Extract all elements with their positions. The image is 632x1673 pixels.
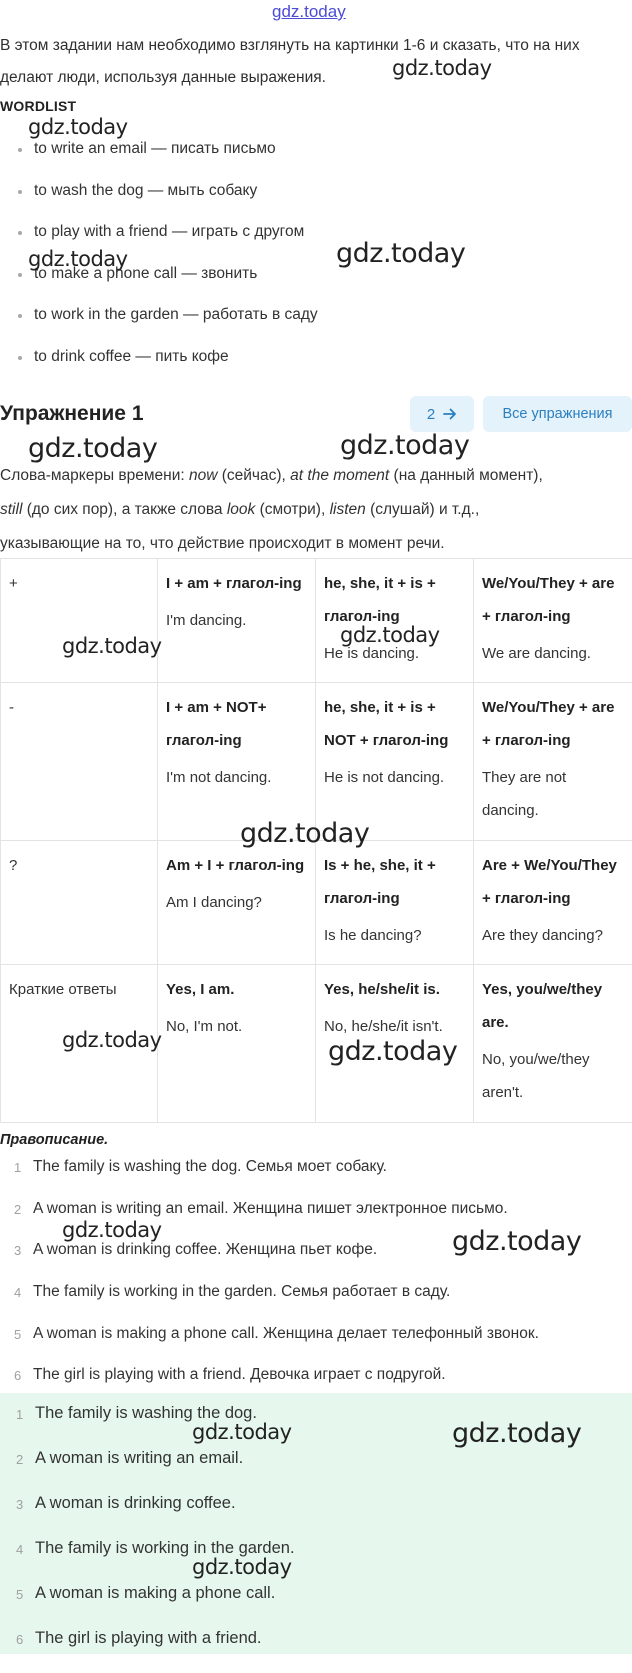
watermark: gdz.today — [28, 115, 128, 139]
table-cell: Yes, you/we/they are. No, you/we/they aren't. — [474, 965, 632, 1123]
site-link[interactable]: gdz.today — [272, 2, 346, 22]
table-cell: I + am + NOT+ глагол-ing I'm not dancing. — [158, 683, 316, 841]
table-row — [1, 841, 632, 965]
watermark: gdz.today — [62, 1028, 162, 1052]
arrow-right-icon — [443, 408, 457, 420]
answer-item: 6 The girl is playing with a friend. — [0, 1628, 632, 1673]
watermark: gdz.today — [336, 238, 465, 269]
watermark: gdz.today — [392, 56, 492, 80]
wordlist-item: to wash the dog — мыть собаку — [0, 182, 400, 224]
list-item: 2 A woman is writing an email. Женщина пишет электронное письмо. — [0, 1200, 632, 1242]
answer-item: 2 A woman is writing an email. — [0, 1448, 632, 1493]
exercise-title: Упражнение 1 — [0, 402, 144, 426]
list-item: 3 A woman is drinking coffee. Женщина пьет кофе. — [0, 1241, 632, 1283]
table-cell: Yes, I am. No, I'm not. — [158, 965, 316, 1123]
watermark: gdz.today — [328, 1036, 457, 1067]
watermark: gdz.today — [62, 1218, 162, 1242]
table-cell: I + am + глагол-ing I'm dancing. — [158, 559, 316, 683]
table-row — [1, 559, 632, 683]
intro-text: В этом задании нам необходимо взглянуть на картинки 1-6 и сказать, что на них делают люди, используя данные выражения. — [0, 30, 620, 94]
table-cell: Am + I + глагол-ing Am I dancing? — [158, 841, 316, 965]
table-cell: he, she, it + is + глагол-ing He is dancing. — [316, 559, 474, 683]
wordlist-item: to work in the garden — работать в саду — [0, 306, 400, 348]
table-cell: Yes, he/she/it is. No, he/she/it isn't. — [316, 965, 474, 1123]
wordlist-item: to play with a friend — играть с другом — [0, 223, 400, 265]
watermark: gdz.today — [452, 1418, 581, 1449]
next-exercise-button[interactable] — [410, 396, 474, 432]
row-label: Краткие ответы — [1, 965, 158, 1123]
row-label: ? — [1, 841, 158, 965]
table-cell: We/You/They + are + глагол-ing They are not dancing. — [474, 683, 632, 841]
wordlist-title: WORDLIST — [0, 98, 76, 114]
answer-item: 4 The family is working in the garden. — [0, 1538, 632, 1583]
watermark: gdz.today — [240, 818, 369, 849]
answer-item: 5 A woman is making a phone call. — [0, 1583, 632, 1628]
table-cell: We/You/They + are + глагол-ing We are dancing. — [474, 559, 632, 683]
next-exercise-label: 2 — [427, 406, 435, 423]
watermark: gdz.today — [28, 247, 128, 271]
all-exercises-button[interactable]: Все упражнения — [483, 396, 632, 432]
answer-item: 1 The family is washing the dog. — [0, 1403, 632, 1448]
table-cell: Are + We/You/They + глагол-ing Are they dancing? — [474, 841, 632, 965]
watermark: gdz.today — [452, 1226, 581, 1257]
list-item: 5 A woman is making a phone call. Женщина делает телефонный звонок. — [0, 1325, 632, 1367]
spelling-list — [0, 1158, 632, 1408]
list-item: 1 The family is washing the dog. Семья моет собаку. — [0, 1158, 632, 1200]
list-item: 6 The girl is playing with a friend. Девочка играет с подругой. — [0, 1366, 632, 1408]
row-label: - — [1, 683, 158, 841]
watermark: gdz.today — [192, 1555, 292, 1579]
wordlist-item: to make a phone call — звонить — [0, 265, 400, 307]
watermark: gdz.today — [62, 634, 162, 658]
watermark: gdz.today — [28, 433, 157, 464]
watermark: gdz.today — [192, 1420, 292, 1444]
row-label: + — [1, 559, 158, 683]
table-row — [1, 683, 632, 841]
wordlist-item: to write an email — писать письмо — [0, 140, 400, 182]
list-item: 4 The family is working in the garden. Семья работает в саду. — [0, 1283, 632, 1325]
wordlist-item: to drink coffee — пить кофе — [0, 348, 400, 390]
answer-item: 3 A woman is drinking coffee. — [0, 1493, 632, 1538]
time-markers-text: Слова-маркеры времени: now (сейчас), at the moment (на данный момент), still (до сих пор), а также слова look (смотри), listen (слушай) и т.д., указывающие на то, что действие происходит в момент речи. — [0, 459, 625, 561]
watermark: gdz.today — [340, 430, 469, 461]
table-cell: he, she, it + is + NOT + глагол-ing He is not dancing. — [316, 683, 474, 841]
table-cell: Is + he, she, it + глагол-ing Is he dancing? — [316, 841, 474, 965]
watermark: gdz.today — [340, 623, 440, 647]
spelling-title: Правописание. — [0, 1132, 108, 1148]
